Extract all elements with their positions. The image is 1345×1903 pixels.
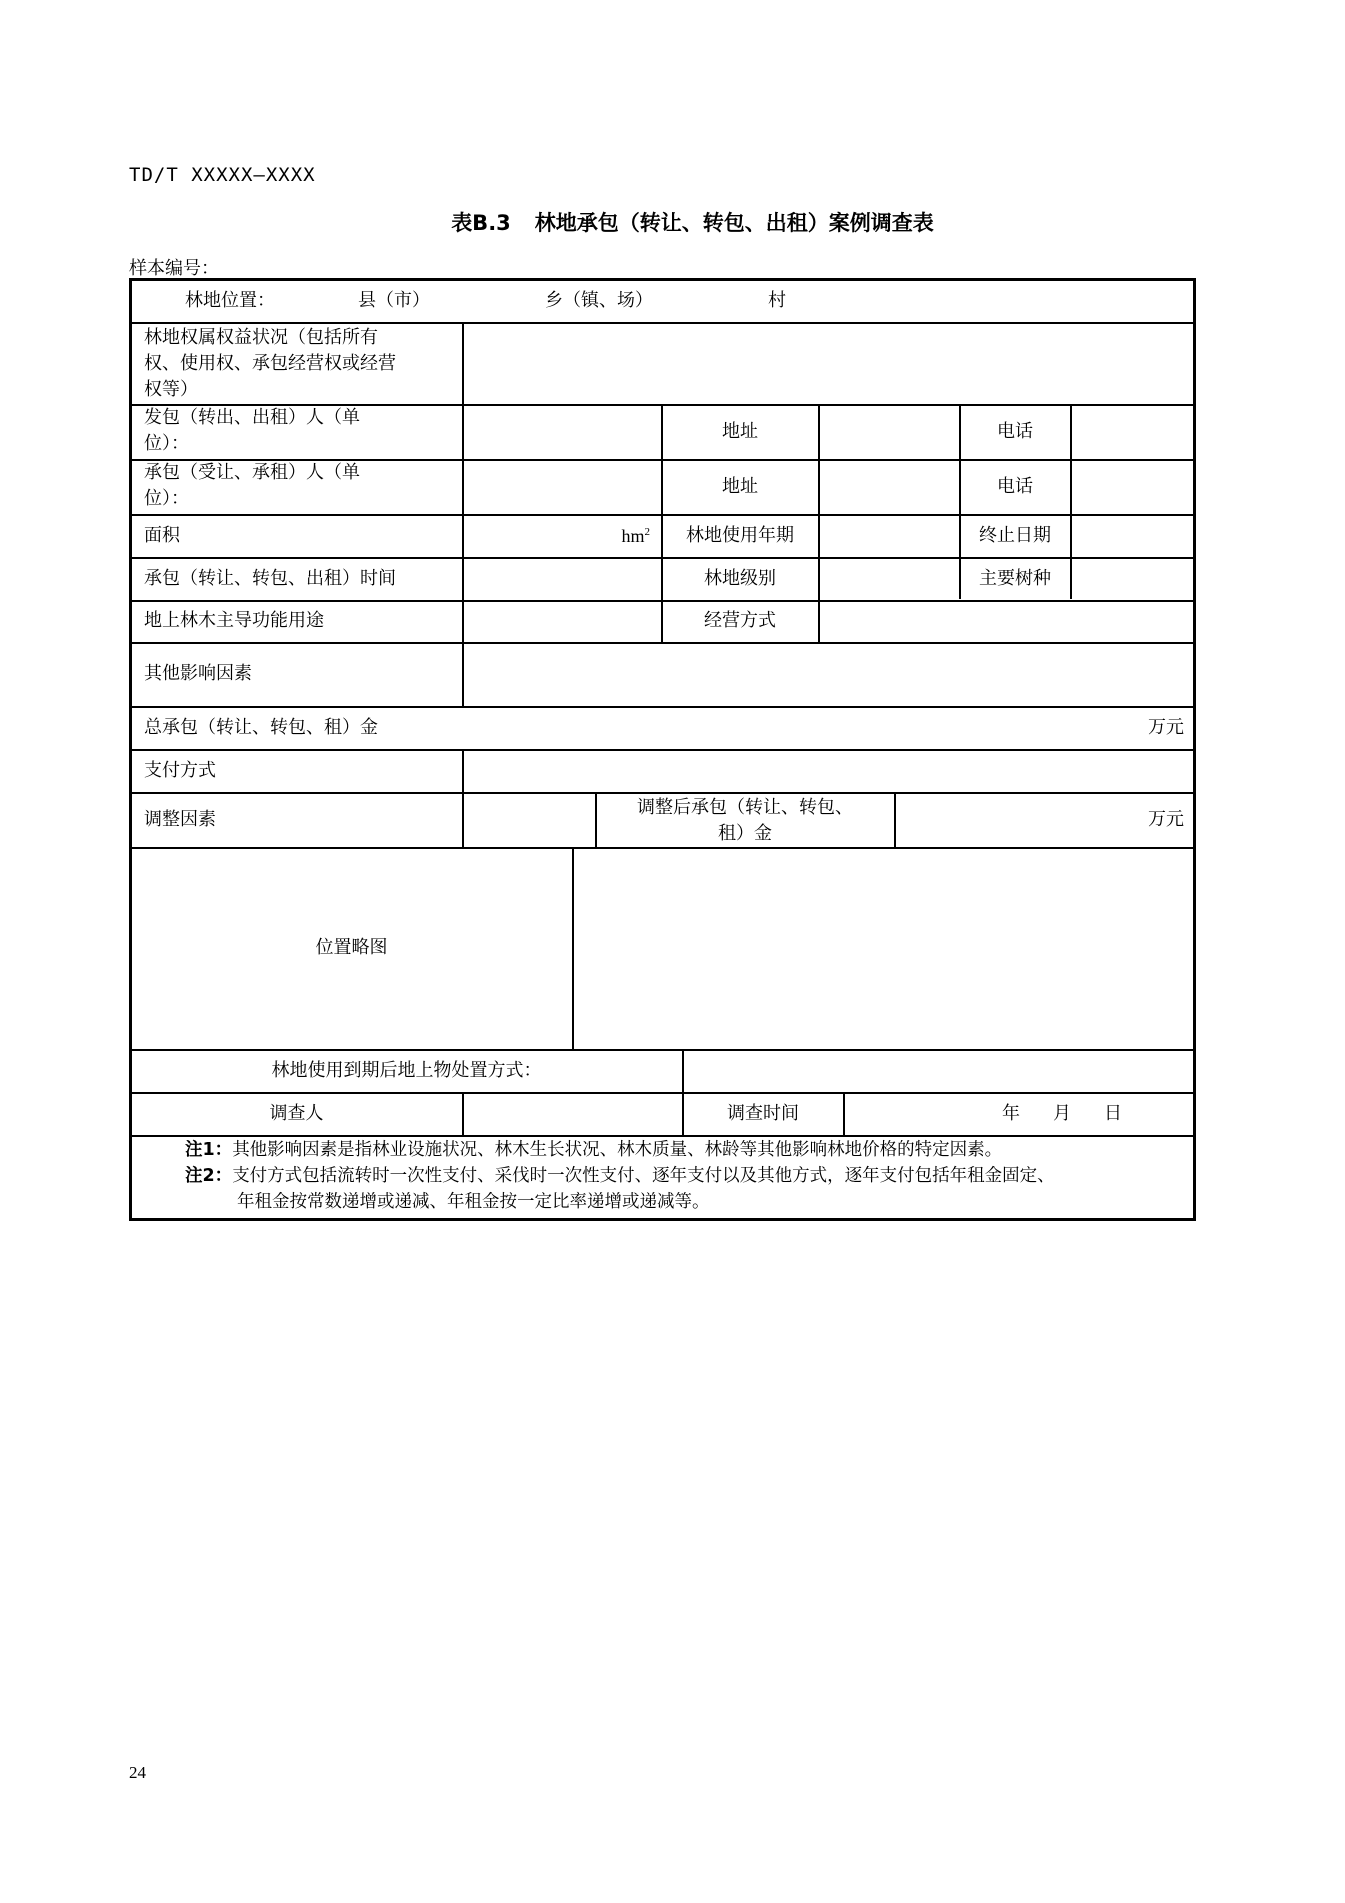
rights-label-line-2: 权、使用权、承包经营权或经营 (144, 353, 396, 374)
contractor-label-line-2: 位）： (144, 488, 189, 509)
location-sketch-label: 位置略图 (315, 937, 388, 958)
page-number: 24 (129, 1763, 146, 1782)
disposal-method-label: 林地使用到期后地上物处置方式： (271, 1060, 542, 1081)
adjust-factors-label: 调整因素 (144, 809, 216, 830)
use-term-label: 林地使用年期 (686, 525, 794, 546)
table-name: 林地承包（转让、转包、出租）案例调查表 (534, 211, 934, 235)
main-tree-label: 主要树种 (979, 568, 1051, 589)
township-label: 乡（镇、场） (545, 290, 653, 311)
contractor-phone-label: 电话 (997, 476, 1033, 497)
forest-use-label: 地上林木主导功能用途 (144, 610, 324, 631)
note-1: 注1：其他影响因素是指林业设施状况、林木生长状况、林木质量、林龄等其他影响林地价格的特定因素。 (185, 1140, 1003, 1160)
rights-label-line-1: 林地权属权益状况（包括所有 (144, 327, 378, 348)
forest-grade-label: 林地级别 (704, 568, 776, 589)
end-date-label: 终止日期 (979, 525, 1051, 546)
county-label: 县（市） (358, 290, 430, 311)
sample-number-label: 样本编号： (129, 258, 219, 279)
operation-mode-label: 经营方式 (704, 610, 776, 631)
month-label: 月 (1053, 1103, 1071, 1124)
table-number: 表B.3 (451, 211, 511, 235)
investigator-label: 调查人 (269, 1103, 324, 1124)
issuer-label-line-2: 位）： (144, 433, 189, 454)
contractor-label-line-1: 承包（受让、承租）人（单 (144, 462, 360, 483)
table-title (0, 207, 1345, 237)
total-rent-unit: 万元 (1148, 717, 1184, 738)
note-2-continued: 年租金按常数递增或递减、年租金按一定比率递增或递减等。 (237, 1192, 710, 1212)
issuer-address-label: 地址 (722, 421, 758, 442)
area-label: 面积 (144, 525, 180, 546)
payment-method-label: 支付方式 (144, 760, 216, 781)
village-label: 村 (768, 290, 786, 311)
rights-label-line-3: 权等） (144, 379, 198, 400)
contractor-address-label: 地址 (722, 476, 758, 497)
issuer-label-line-1: 发包（转出、出租）人（单 (144, 407, 360, 428)
note-2: 注2：支付方式包括流转时一次性支付、采伐时一次性支付、逐年支付以及其他方式，逐年支付包括年租金固定、 (185, 1166, 1055, 1186)
day-label: 日 (1104, 1103, 1122, 1124)
year-label: 年 (1002, 1103, 1020, 1124)
document-code: TD/T XXXXX—XXXX (129, 164, 316, 186)
adjusted-rent-label-line-1: 调整后承包（转让、转包、 (637, 797, 853, 818)
area-unit: $hm^2$ (621, 526, 650, 546)
location-label: 林地位置： (185, 290, 275, 311)
contract-time-label: 承包（转让、转包、出租）时间 (144, 568, 396, 589)
other-factors-label: 其他影响因素 (144, 663, 252, 684)
total-rent-label: 总承包（转让、转包、租）金 (144, 717, 378, 738)
survey-time-label: 调查时间 (727, 1103, 799, 1124)
adjusted-rent-label-line-2: 租）金 (718, 823, 772, 844)
adjusted-rent-unit: 万元 (1148, 809, 1184, 830)
issuer-phone-label: 电话 (997, 421, 1033, 442)
